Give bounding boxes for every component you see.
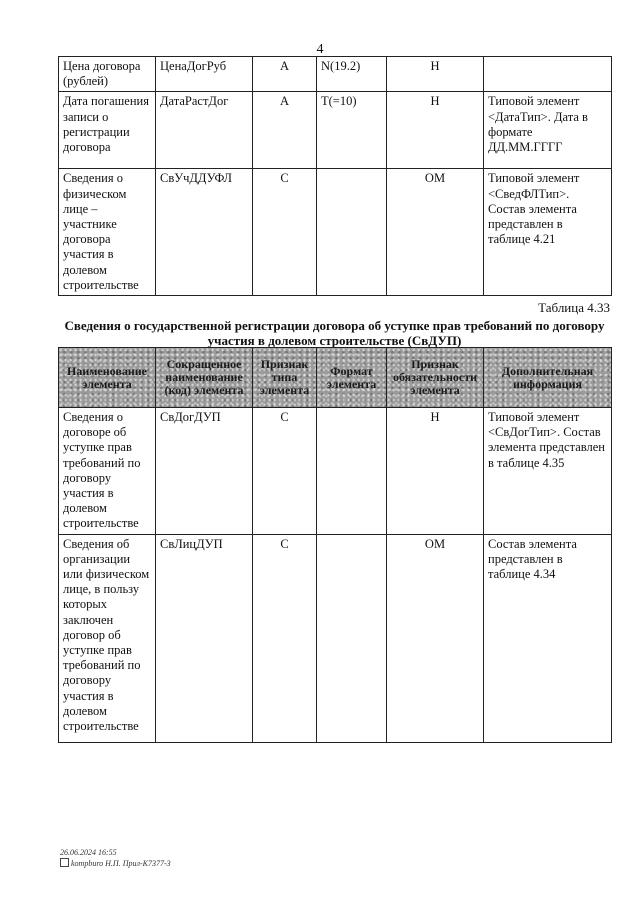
cell-info: Типовой элемент <СвДогТип>. Состав элемента представлен в таблице 4.35	[484, 408, 612, 535]
cell-required: Н	[387, 92, 484, 169]
cell-code: ЦенаДогРуб	[156, 57, 253, 92]
cell-info: Типовой элемент <ДатаТип>. Дата в формате ДД.ММ.ГГГГ	[484, 92, 612, 169]
cell-name: Цена договора (рублей)	[59, 57, 156, 92]
footer-date: 26.06.2024 16:55	[60, 848, 117, 857]
table-row	[59, 57, 612, 92]
cell-type: С	[253, 534, 317, 742]
document-icon	[60, 858, 69, 867]
cell-type: С	[253, 408, 317, 535]
cell-format: N(19.2)	[317, 57, 387, 92]
cell-type: А	[253, 57, 317, 92]
cell-code: СвУчДДУФЛ	[156, 169, 253, 296]
footer-author	[60, 858, 171, 869]
header-name: Наименование элемента	[59, 348, 156, 408]
cell-name: Дата погашения записи о регистрации договора	[59, 92, 156, 169]
cell-type: А	[253, 92, 317, 169]
table-row	[59, 92, 612, 169]
cell-required: Н	[387, 408, 484, 535]
table-svdup	[58, 347, 612, 743]
cell-code: ДатаРастДог	[156, 92, 253, 169]
cell-format: Т(=10)	[317, 92, 387, 169]
cell-info: Типовой элемент <СведФЛТип>. Состав элемента представлен в таблице 4.21	[484, 169, 612, 296]
header-type: Признак типа элемента	[253, 348, 317, 408]
table-row	[59, 534, 612, 742]
table-header-row	[59, 348, 612, 408]
cell-name: Сведения о договоре об уступке прав требований по договору участия в долевом строительстве	[59, 408, 156, 535]
cell-required: Н	[387, 57, 484, 92]
footer-stamp	[60, 848, 171, 869]
cell-type: С	[253, 169, 317, 296]
header-info: Дополнительная информация	[484, 348, 612, 408]
table-row	[59, 169, 612, 296]
header-required: Признак обязательности элемента	[387, 348, 484, 408]
cell-name: Сведения о физическом лице – участнике договора участия в долевом строительстве	[59, 169, 156, 296]
cell-code: СвЛицДУП	[156, 534, 253, 742]
cell-required: ОМ	[387, 534, 484, 742]
table-label: Таблица 4.33	[538, 300, 610, 315]
cell-code: СвДогДУП	[156, 408, 253, 535]
table-title: Сведения о государственной регистрации договора об уступке прав требований по договору участия в долевом строительстве (СвДУП)	[64, 318, 605, 348]
table-row	[59, 408, 612, 535]
cell-format	[317, 169, 387, 296]
cell-format	[317, 408, 387, 535]
page-number: 4	[316, 42, 324, 57]
cell-info: Состав элемента представлен в таблице 4.34	[484, 534, 612, 742]
cell-info	[484, 57, 612, 92]
cell-required: ОМ	[387, 169, 484, 296]
header-code: Сокращенное наименование (код) элемента	[156, 348, 253, 408]
table-continued	[58, 56, 612, 296]
cell-name: Сведения об организации или физическом лице, в пользу которых заключен договор об уступке прав требований по договору участия в долевом строительстве	[59, 534, 156, 742]
header-format: Формат элемента	[317, 348, 387, 408]
cell-format	[317, 534, 387, 742]
footer-author-text: kompburo Н.П. Прил-К7377-3	[71, 859, 171, 868]
